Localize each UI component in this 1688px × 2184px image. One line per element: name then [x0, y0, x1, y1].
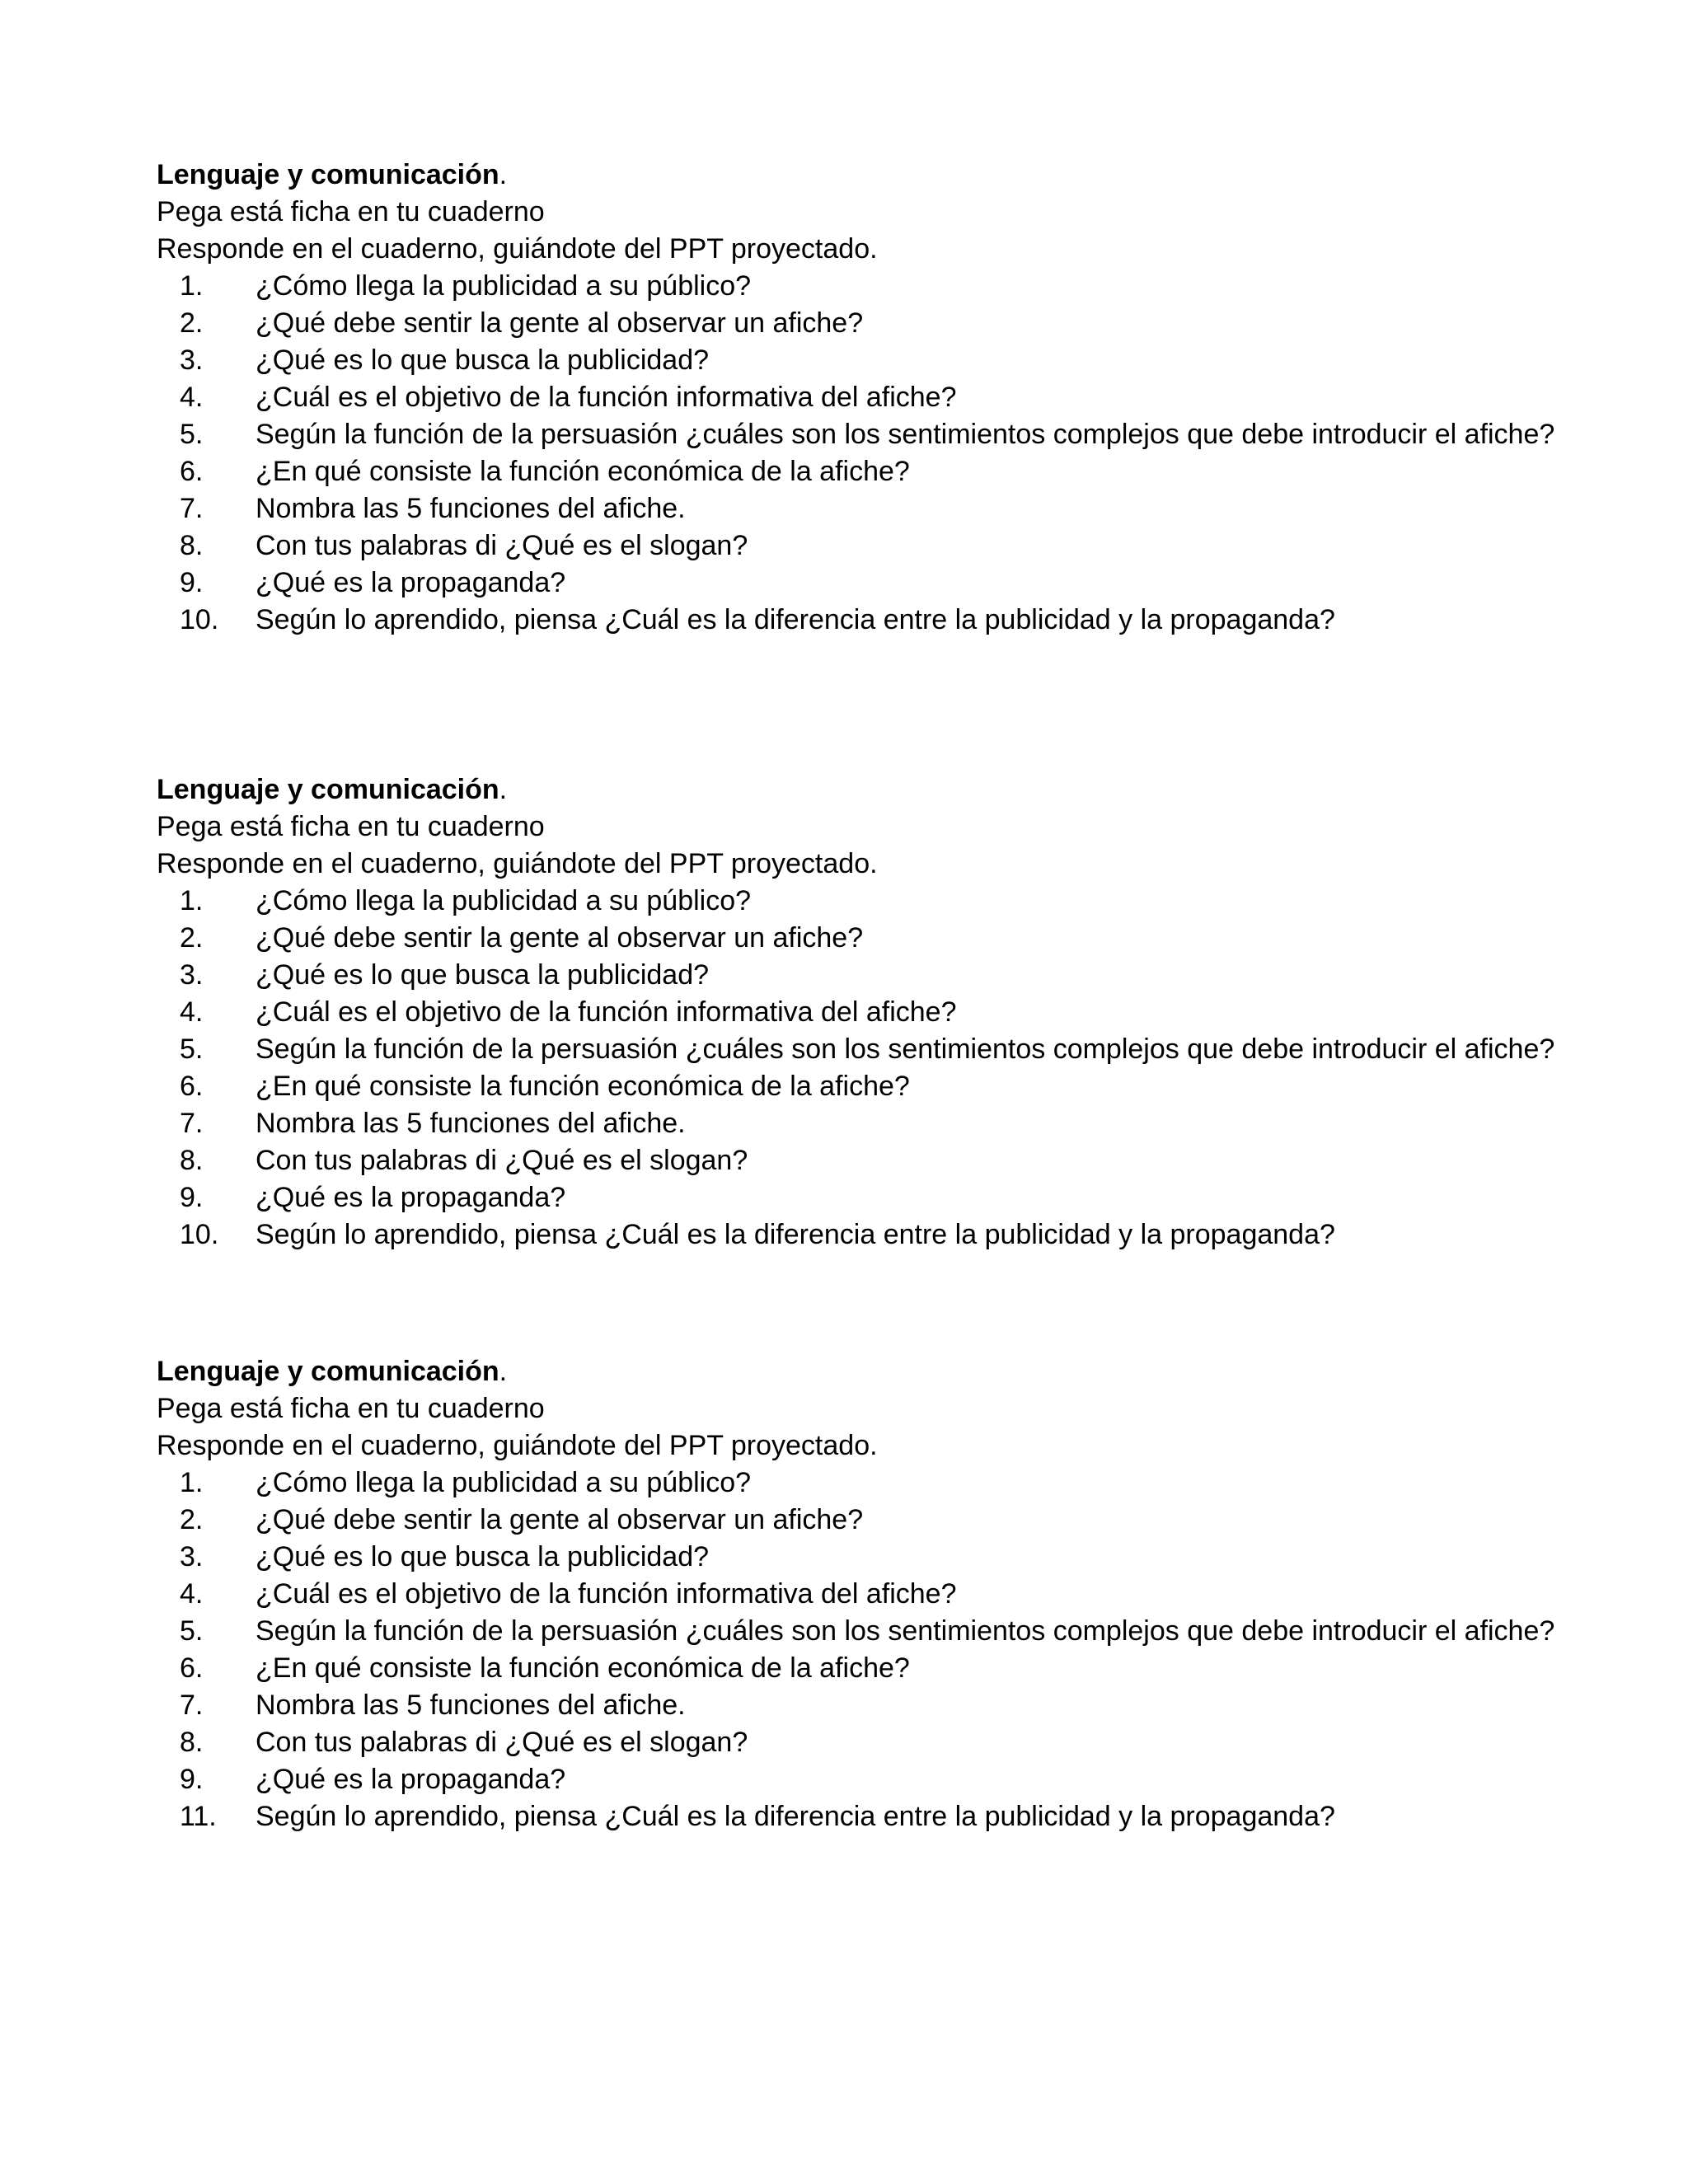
instruction-respond: Responde en el cuaderno, guiándote del PPT proyectado. — [157, 1430, 878, 1461]
question-number: 5. — [180, 419, 204, 450]
question-number: 11. — [180, 1801, 217, 1832]
question-number: 4. — [180, 1578, 204, 1610]
question-number: 1. — [180, 1467, 204, 1498]
instruction-paste: Pega está ficha en tu cuaderno — [157, 811, 545, 842]
question-number: 7. — [180, 1690, 204, 1721]
list-item — [157, 342, 1607, 379]
heading-punctuation: . — [499, 159, 508, 190]
list-item — [157, 1179, 1607, 1216]
question-text: Nombra las 5 funciones del afiche. — [256, 493, 686, 524]
question-text: Según lo aprendido, piensa ¿Cuál es la diferencia entre la publicidad y la propaganda? — [256, 604, 1335, 635]
question-text: ¿Cuál es el objetivo de la función informativa del afiche? — [256, 996, 957, 1028]
question-text: ¿Cómo llega la publicidad a su público? — [256, 270, 752, 302]
question-list — [157, 268, 1558, 639]
question-number: 7. — [180, 1108, 204, 1139]
block-heading — [157, 771, 1558, 808]
question-text: ¿Cuál es el objetivo de la función informativa del afiche? — [256, 382, 957, 413]
question-text: Según lo aprendido, piensa ¿Cuál es la diferencia entre la publicidad y la propaganda? — [256, 1801, 1335, 1832]
question-text: ¿Qué debe sentir la gente al observar un afiche? — [256, 1504, 864, 1535]
list-item — [157, 1650, 1607, 1687]
list-item — [157, 1798, 1607, 1835]
worksheet-block-1 — [157, 157, 1558, 639]
list-item — [157, 490, 1607, 527]
question-text: ¿Cuál es el objetivo de la función informativa del afiche? — [256, 1578, 957, 1610]
question-number: 10. — [180, 1219, 219, 1250]
heading-text: Lenguaje y comunicación — [157, 159, 499, 190]
list-item — [157, 1761, 1607, 1798]
question-number: 5. — [180, 1033, 204, 1065]
question-number: 6. — [180, 1652, 204, 1684]
question-number: 1. — [180, 270, 204, 302]
list-item — [157, 1687, 1607, 1724]
question-number: 6. — [180, 1071, 204, 1102]
list-item — [157, 305, 1607, 342]
question-text: ¿En qué consiste la función económica de la afiche? — [256, 456, 910, 487]
question-number: 4. — [180, 996, 204, 1028]
question-text: ¿Qué es la propaganda? — [256, 1182, 566, 1213]
question-number: 1. — [180, 885, 204, 916]
list-item — [157, 883, 1607, 920]
question-text: ¿Cómo llega la publicidad a su público? — [256, 885, 752, 916]
list-item — [157, 1502, 1607, 1539]
question-number: 2. — [180, 307, 204, 339]
list-item — [157, 416, 1607, 453]
question-text: ¿En qué consiste la función económica de la afiche? — [256, 1071, 910, 1102]
question-text: Nombra las 5 funciones del afiche. — [256, 1690, 686, 1721]
question-number: 9. — [180, 1764, 204, 1795]
question-number: 5. — [180, 1615, 204, 1647]
question-number: 6. — [180, 456, 204, 487]
question-number: 3. — [180, 1541, 204, 1572]
question-number: 2. — [180, 922, 204, 954]
list-item — [157, 920, 1607, 957]
question-list — [157, 1465, 1558, 1835]
question-number: 3. — [180, 344, 204, 376]
question-text: Según la función de la persuasión ¿cuáles son los sentimientos complejos que debe introducir el afiche? — [256, 1033, 1555, 1065]
question-text: ¿Qué es lo que busca la publicidad? — [256, 344, 710, 376]
list-item — [157, 268, 1607, 305]
question-number: 7. — [180, 493, 204, 524]
heading-text: Lenguaje y comunicación — [157, 1356, 499, 1387]
list-item — [157, 1216, 1607, 1254]
list-item — [157, 994, 1607, 1031]
question-text: ¿Qué es lo que busca la publicidad? — [256, 1541, 710, 1572]
question-text: ¿Qué debe sentir la gente al observar un afiche? — [256, 307, 864, 339]
list-item — [157, 527, 1607, 565]
list-item — [157, 957, 1607, 994]
question-list — [157, 883, 1558, 1254]
block-heading — [157, 157, 1558, 194]
question-text: Según la función de la persuasión ¿cuáles son los sentimientos complejos que debe introducir el afiche? — [256, 419, 1555, 450]
question-number: 3. — [180, 959, 204, 991]
heading-punctuation: . — [499, 774, 508, 805]
worksheet-block-2 — [157, 771, 1558, 1254]
question-number: 9. — [180, 1182, 204, 1213]
list-item — [157, 1613, 1607, 1650]
question-text: ¿Qué es la propaganda? — [256, 567, 566, 598]
question-text: ¿Cómo llega la publicidad a su público? — [256, 1467, 752, 1498]
heading-text: Lenguaje y comunicación — [157, 774, 499, 805]
question-number: 8. — [180, 530, 204, 561]
list-item — [157, 602, 1607, 639]
question-text: Nombra las 5 funciones del afiche. — [256, 1108, 686, 1139]
question-text: ¿Qué es la propaganda? — [256, 1764, 566, 1795]
list-item — [157, 1105, 1607, 1142]
list-item — [157, 453, 1607, 490]
question-text: ¿Qué debe sentir la gente al observar un afiche? — [256, 922, 864, 954]
list-item — [157, 1576, 1607, 1613]
instruction-respond: Responde en el cuaderno, guiándote del PPT proyectado. — [157, 233, 878, 265]
question-number: 8. — [180, 1145, 204, 1176]
question-text: ¿Qué es lo que busca la publicidad? — [256, 959, 710, 991]
instruction-paste: Pega está ficha en tu cuaderno — [157, 196, 545, 227]
question-text: Con tus palabras di ¿Qué es el slogan? — [256, 530, 748, 561]
list-item — [157, 1539, 1607, 1576]
list-item — [157, 565, 1607, 602]
list-item — [157, 1142, 1607, 1179]
question-number: 8. — [180, 1727, 204, 1758]
list-item — [157, 1465, 1607, 1502]
question-text: Según lo aprendido, piensa ¿Cuál es la diferencia entre la publicidad y la propaganda? — [256, 1219, 1335, 1250]
question-number: 9. — [180, 567, 204, 598]
instruction-paste: Pega está ficha en tu cuaderno — [157, 1393, 545, 1424]
list-item — [157, 379, 1607, 416]
heading-punctuation: . — [499, 1356, 508, 1387]
question-number: 2. — [180, 1504, 204, 1535]
question-text: Con tus palabras di ¿Qué es el slogan? — [256, 1727, 748, 1758]
question-text: Con tus palabras di ¿Qué es el slogan? — [256, 1145, 748, 1176]
question-text: ¿En qué consiste la función económica de la afiche? — [256, 1652, 910, 1684]
block-heading — [157, 1353, 1558, 1390]
question-text: Según la función de la persuasión ¿cuáles son los sentimientos complejos que debe introducir el afiche? — [256, 1615, 1555, 1647]
question-number: 4. — [180, 382, 204, 413]
list-item — [157, 1031, 1607, 1068]
list-item — [157, 1724, 1607, 1761]
list-item — [157, 1068, 1607, 1105]
question-number: 10. — [180, 604, 219, 635]
instruction-respond: Responde en el cuaderno, guiándote del PPT proyectado. — [157, 848, 878, 879]
worksheet-block-3 — [157, 1353, 1558, 1835]
